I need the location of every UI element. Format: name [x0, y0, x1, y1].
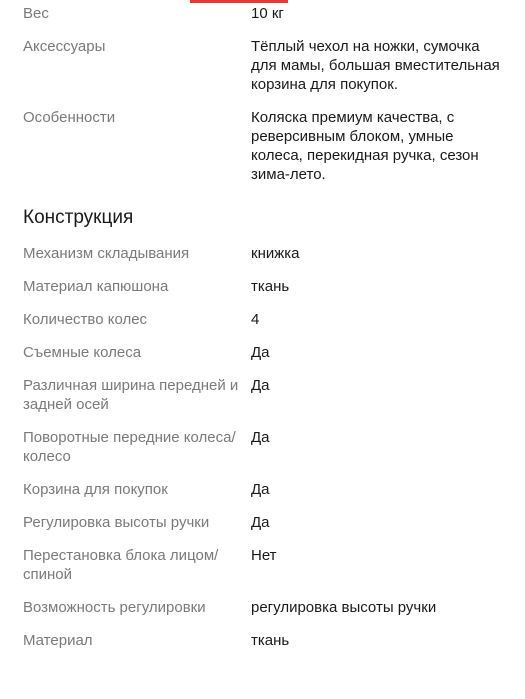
spec-row-material — [23, 631, 505, 650]
active-tab-indicator — [190, 0, 288, 3]
spec-row-reversible-seat — [23, 546, 505, 584]
spec-row-removable-wheels — [23, 343, 505, 362]
spec-label: Аксессуары — [23, 38, 106, 55]
spec-row-accessories — [23, 37, 505, 94]
spec-value: Нет — [251, 547, 277, 564]
spec-label: Механизм складывания — [23, 245, 190, 262]
spec-row-weight — [23, 4, 505, 23]
section-title-construction: Конструкция — [23, 207, 134, 228]
spec-label: Съемные колеса — [23, 344, 142, 361]
spec-row-adjustment — [23, 598, 505, 617]
spec-value: Коляска премиум качества, с реверсивным блоком, умные колеса, перекидная ручка, сезон зима-лето. — [251, 109, 479, 183]
spec-label: Материал капюшона — [23, 278, 169, 295]
spec-row-features — [23, 108, 505, 184]
spec-list — [23, 4, 505, 664]
spec-value: ткань — [251, 632, 290, 649]
spec-label: Вес — [23, 5, 49, 22]
spec-row-wheel-count — [23, 310, 505, 329]
spec-value: книжка — [251, 245, 300, 262]
spec-label: Особенности — [23, 109, 116, 126]
spec-label: Возможность регулировки — [23, 599, 206, 616]
spec-row-handle-height — [23, 513, 505, 532]
spec-value: 4 — [251, 311, 260, 328]
spec-label: Регулировка высоты ручки — [23, 514, 210, 531]
spec-value: Да — [251, 344, 270, 361]
spec-label: Поворотные передние колеса/колесо — [23, 429, 236, 465]
spec-label: Перестановка блока лицом/спиной — [23, 547, 219, 583]
spec-row-hood-material — [23, 277, 505, 296]
spec-value: ткань — [251, 278, 290, 295]
spec-row-shopping-basket — [23, 480, 505, 499]
spec-label: Количество колес — [23, 311, 148, 328]
spec-value: Да — [251, 429, 270, 446]
spec-row-axle-width — [23, 376, 505, 414]
spec-value: Да — [251, 377, 270, 394]
spec-row-swivel-wheels — [23, 428, 505, 466]
spec-value: Да — [251, 481, 270, 498]
spec-value: Да — [251, 514, 270, 531]
spec-value: 10 кг — [251, 5, 284, 22]
spec-label: Корзина для покупок — [23, 481, 168, 498]
spec-label: Материал — [23, 632, 93, 649]
spec-value: регулировка высоты ручки — [251, 599, 437, 616]
spec-value: Тёплый чехол на ножки, сумочка для мамы, большая вместительная корзина для покупок. — [251, 38, 500, 93]
spec-label: Различная ширина передней и задней осей — [23, 377, 239, 413]
spec-row-folding-mechanism — [23, 244, 505, 263]
